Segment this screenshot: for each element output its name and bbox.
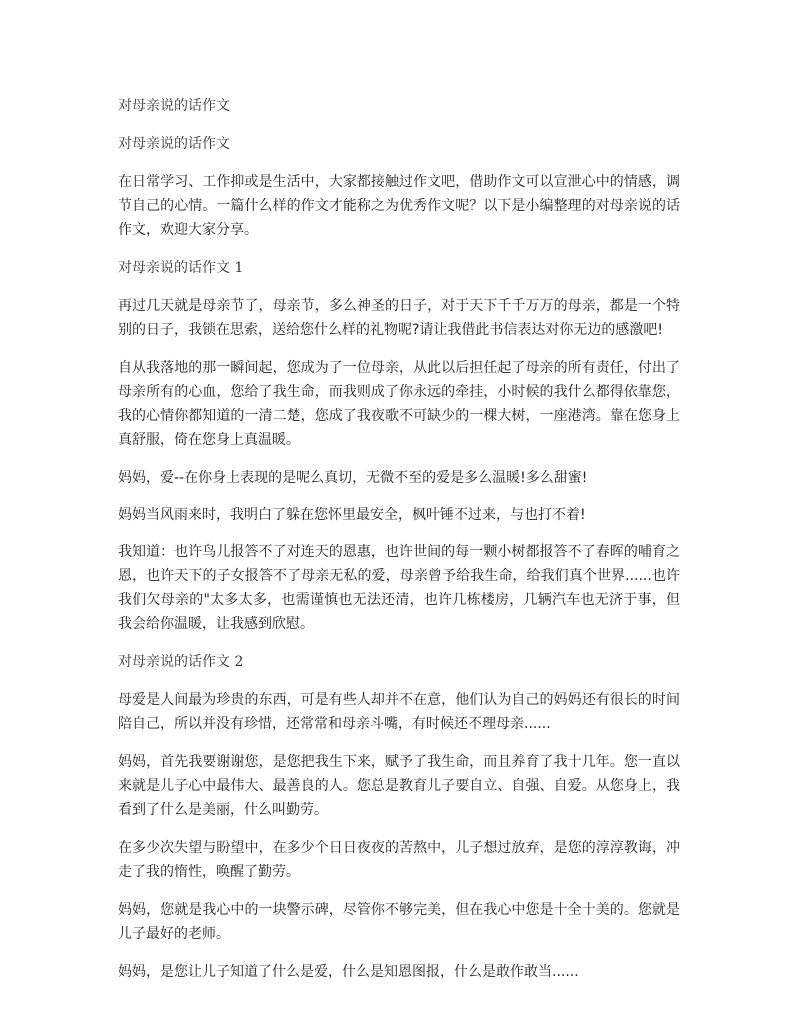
section-heading-1: 对母亲说的话作文 1: [118, 260, 244, 276]
section-2-paragraph-1: 母爱是人间最为珍贵的东西，可是有些人却并不在意，他们认为自己的妈妈还有很长的时间陪自己，所以并没有珍惜，还常常和母亲斗嘴，有时候还不理母亲......: [118, 692, 680, 732]
section-2-paragraph-4: 妈妈，您就是我心中的一块警示碑，尽管你不够完美，但在我心中您是十全十美的。您就是儿子最好的老师。: [118, 902, 680, 942]
section-1-paragraph-1: 再过几天就是母亲节了，母亲节，多么神圣的日子，对于天下千千万万的母亲，都是一个特别的日子，我锁在思索，送给您什么样的礼物呢?请让我借此书信表达对你无边的感激吧!: [118, 298, 680, 338]
section-2-paragraph-2: 妈妈，首先我要谢谢您，是您把我生下来，赋予了我生命，而且养育了我十几年。您一直以来就是儿子心中最伟大、最善良的人。您总是教育儿子要自立、自强、自爱。从您身上，我看到了什么是美丽，什么叫勤劳。: [118, 754, 680, 818]
document-title: 对母亲说的话作文: [118, 98, 230, 114]
intro-paragraph: 在日常学习、工作抑或是生活中，大家都接触过作文吧，借助作文可以宣泄心中的情感，调节自己的心情。一篇什么样的作文才能称之为优秀作文呢？以下是小编整理的对母亲说的话作文，欢迎大家分享。: [118, 174, 680, 238]
section-1-paragraph-5: 我知道：也许鸟儿报答不了对连天的恩惠，也许世间的每一颗小树都报答不了春晖的哺育之恩，也许天下的子女报答不了母亲无私的爱，母亲曾予给我生命，给我们真个世界......也许我们欠母亲的"太多太多，也需谨慎也无法还清，也许几栋楼房，几辆汽车也无济于事，但我会给你温暖，让我感到欣慰。: [118, 544, 680, 632]
section-2-paragraph-5: 妈妈，是您让儿子知道了什么是爱，什么是知恩图报，什么是敢作敢当......: [118, 964, 579, 980]
section-1-paragraph-3: 妈妈，爱--在你身上表现的是呢么真切，无微不至的爱是多么温暖!多么甜蜜!: [118, 470, 588, 486]
section-1-paragraph-4: 妈妈当风雨来时，我明白了躲在您怀里最安全，枫叶锤不过来，与也打不着!: [118, 507, 586, 523]
section-2-paragraph-3: 在多少次失望与盼望中，在多少个日日夜夜的苦熬中，儿子想过放弃，是您的淳淳教诲，冲走了我的惰性，唤醒了勤劳。: [118, 840, 680, 880]
section-heading-2: 对母亲说的话作文 2: [118, 654, 244, 670]
document-subtitle: 对母亲说的话作文: [118, 136, 230, 152]
section-1-paragraph-2: 自从我落地的那一瞬间起，您成为了一位母亲，从此以后担任起了母亲的所有责任，付出了母亲所有的心血，您给了我生命，而我则成了你永远的牵挂，小时候的我什么都得依靠您，我的心情你都知道的一清二楚，您成了我夜歌不可缺少的一棵大树，一座港湾。靠在您身上真舒服，倚在您身上真温暖。: [118, 360, 680, 448]
